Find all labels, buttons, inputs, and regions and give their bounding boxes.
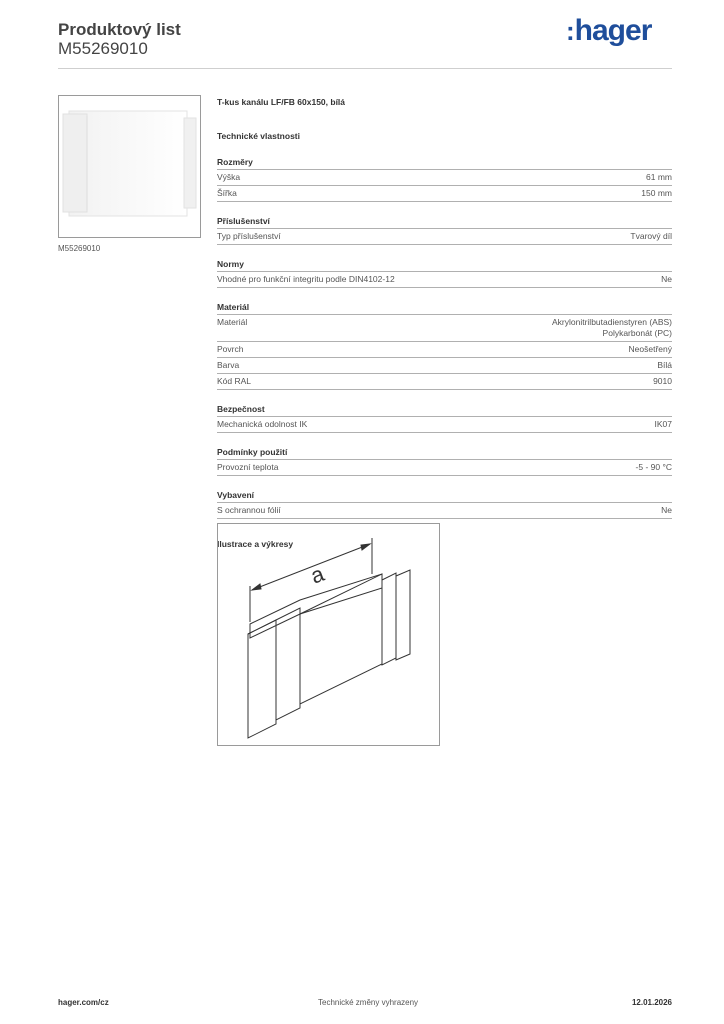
page-title: Produktový list [58,20,181,39]
spec-row [217,315,672,342]
spec-group [217,488,672,519]
header-divider [58,68,672,69]
spec-label: Typ příslušenství [217,231,281,241]
spec-label: Provozní teplota [217,462,279,472]
spec-group-title: Materiál [217,300,672,315]
spec-group-title: Bezpečnost [217,402,672,417]
spec-row [217,272,672,288]
spec-value: 61 mm [646,172,672,182]
spec-value: IK07 [654,419,672,429]
spec-group [217,445,672,476]
spec-group [217,257,672,288]
product-name: T-kus kanálu LF/FB 60x150, bílá [217,97,346,107]
spec-row [217,186,672,202]
spec-group-title: Normy [217,257,672,272]
drawing-svg [218,524,439,745]
spec-label: Mechanická odolnost IK [217,419,308,429]
spec-groups [217,155,672,519]
spec-value: 9010 [653,376,672,386]
spec-value: Ne [661,505,672,515]
spec-label: S ochrannou fólií [217,505,281,515]
spec-row [217,460,672,476]
spec-value: -5 - 90 °C [635,462,672,472]
spec-label: Kód RAL [217,376,252,386]
technical-drawing [217,523,440,746]
spec-value: Bílá [657,360,672,370]
product-photo-image [59,96,200,237]
hager-logo: :hager [566,14,652,47]
spec-row [217,503,672,519]
spec-group-title: Rozměry [217,155,672,170]
section-title: Technické vlastnosti [217,131,300,141]
dimension-label: a [307,560,328,589]
spec-group-title: Příslušenství [217,214,672,229]
spec-value: Akrylonitrilbutadienstyren (ABS) Polykarbonát (PC) [552,317,672,338]
spec-row [217,417,672,433]
spec-row [217,170,672,186]
spec-group [217,155,672,202]
spec-label: Výška [217,172,241,182]
spec-row [217,374,672,390]
spec-label: Materiál [217,317,248,327]
brand-name: hager [574,14,652,47]
footer-date: 12.01.2026 [631,998,672,1007]
spec-content [217,95,672,549]
spec-group [217,214,672,245]
product-photo [58,95,201,238]
footer-note: Technické změny vyhrazeny [318,998,419,1007]
product-code: M55269010 [58,39,148,58]
spec-label: Barva [217,360,240,370]
spec-group [217,402,672,433]
illustration-title: Ilustrace a výkresy [217,539,294,549]
photo-caption: M55269010 [58,244,101,253]
spec-value: Neošetřený [628,344,672,354]
spec-value: Tvarový díl [630,231,672,241]
footer-website[interactable]: hager.com/cz [58,998,109,1007]
spec-group-title: Vybavení [217,488,672,503]
spec-value: 150 mm [641,188,672,198]
spec-label: Povrch [217,344,244,354]
spec-value: Ne [661,274,672,284]
spec-row [217,229,672,245]
spec-group [217,300,672,390]
spec-row [217,358,672,374]
spec-row [217,342,672,358]
spec-label: Vhodné pro funkční integritu podle DIN4102-12 [217,274,395,284]
spec-label: Šířka [217,188,237,198]
spec-group-title: Podmínky použití [217,445,672,460]
